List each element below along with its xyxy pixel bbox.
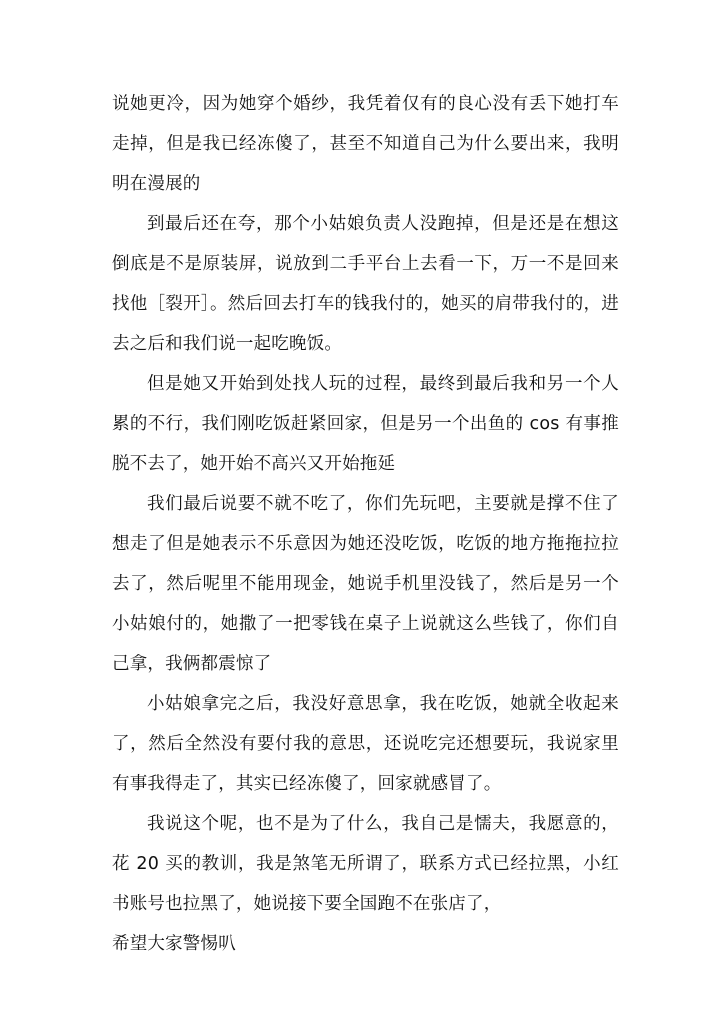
paragraph-5: 小姑娘拿完之后，我没好意思拿，我在吃饭，她就全收起来了，然后全然没有要付我的意思，还说吃完还想要玩，我说家里有事我得走了，其实已经冻傻了，回家就感冒了。	[112, 694, 619, 794]
paragraph-2: 到最后还在夸，那个小姑娘负责人没跑掉，但是还是在想这倒底是不是原装屏，说放到二手平台上去看一下，万一不是回来找他［裂开］。然后回去打车的钱我付的，她买的肩带我付的，进去之后和我们说一起吃晚饭。	[112, 214, 619, 354]
document-body	[112, 84, 619, 964]
paragraph-6: 我说这个呢，也不是为了什么，我自己是懦夫，我愿意的，花 20 买的教训，我是煞笔无所谓了，联系方式已经拉黑，小红书账号也拉黑了，她说接下要全国跑不在张店了，	[112, 814, 619, 914]
paragraph-7: 希望大家警惕叭	[112, 934, 236, 954]
paragraph-1: 说她更冷，因为她穿个婚纱，我凭着仅有的良心没有丢下她打车走掉，但是我已经冻傻了，甚至不知道自己为什么要出来，我明明在漫展的	[112, 94, 619, 194]
paragraph-4: 我们最后说要不就不吃了，你们先玩吧，主要就是撑不住了想走了但是她表示不乐意因为她还没吃饭，吃饭的地方拖拖拉拉去了，然后呢里不能用现金，她说手机里没钱了，然后是另一个小姑娘付的，她撒了一把零钱在桌子上说就这么些钱了，你们自己拿，我俩都震惊了	[112, 494, 619, 674]
paragraph-3: 但是她又开始到处找人玩的过程，最终到最后我和另一个人累的不行，我们刚吃饭赶紧回家，但是另一个出鱼的 cos 有事推脱不去了，她开始不高兴又开始拖延	[112, 374, 619, 474]
